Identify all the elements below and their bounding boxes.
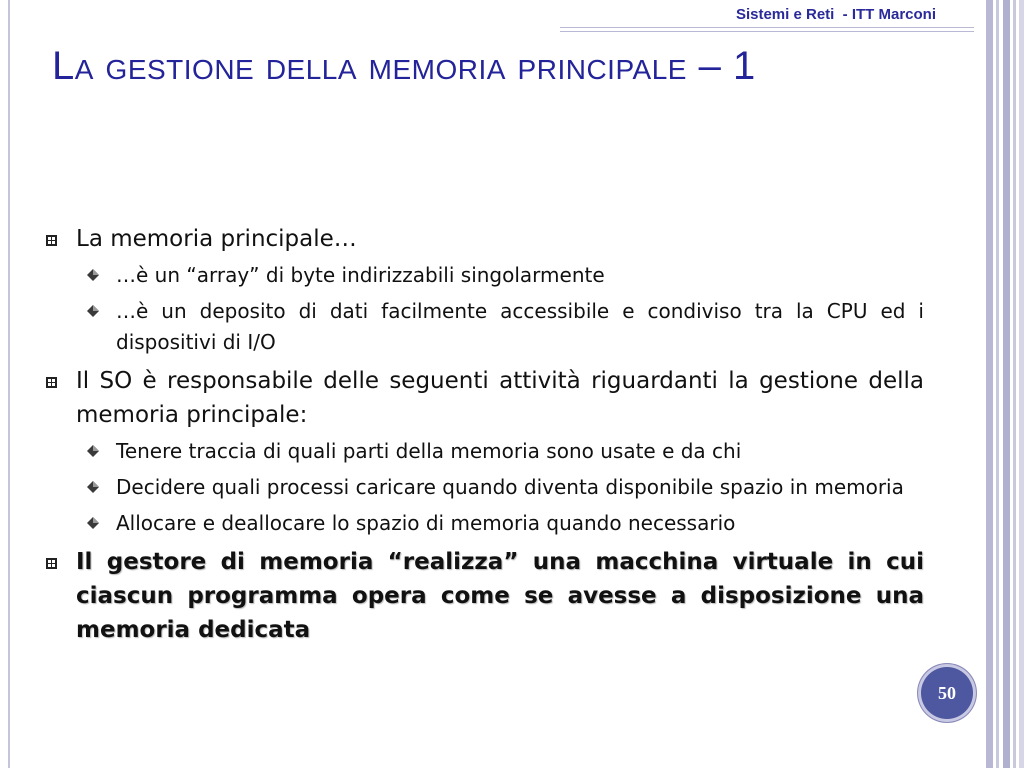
sub-bullet-item [76, 436, 924, 467]
header-rule [560, 31, 974, 32]
right-decor-bar [1003, 0, 1010, 768]
sub-bullet-item [76, 260, 924, 291]
sub-bullet-list [76, 436, 924, 539]
sub-bullet-list [76, 260, 924, 358]
slide-title: La gestione della memoria principale – 1 [52, 44, 756, 88]
sub-bullet-item [76, 296, 924, 358]
square-grid-bullet-icon [46, 377, 57, 388]
diamond-bullet-icon [86, 517, 100, 529]
sub-bullet-text: Decidere quali processi caricare quando diventa disponibile spazio in memoria [116, 475, 904, 499]
square-grid-bullet-icon [46, 558, 57, 569]
sub-bullet-text: …è un deposito di dati facilmente accessibile e condiviso tra la CPU ed i dispositivi di I/O [116, 299, 924, 354]
right-decor-bar [1013, 0, 1016, 768]
right-decor-bar [986, 0, 993, 768]
page-number-badge: 50 [918, 664, 976, 722]
slide-header: Sistemi e Reti - ITT Marconi [735, 6, 936, 23]
diamond-bullet-icon [86, 269, 100, 281]
sub-bullet-text: Tenere traccia di quali parti della memoria sono usate e da chi [116, 439, 742, 463]
square-grid-bullet-icon [46, 235, 57, 246]
right-decor-bar [1019, 0, 1024, 768]
diamond-bullet-icon [86, 305, 100, 317]
diamond-bullet-icon [86, 445, 100, 457]
bullet-item [44, 222, 924, 358]
diamond-bullet-icon [86, 481, 100, 493]
bullet-text-bold: Il gestore di memoria “realizza” una macchina virtuale in cui ciascun programma opera come se avesse a disposizione una memoria dedicata [76, 549, 924, 643]
bullet-item [44, 545, 924, 647]
bullet-list [44, 222, 924, 653]
left-border-line [8, 0, 10, 768]
header-rule [560, 27, 974, 28]
right-decor-bar [996, 0, 999, 768]
sub-bullet-item [76, 508, 924, 539]
sub-bullet-text: Allocare e deallocare lo spazio di memoria quando necessario [116, 511, 736, 535]
sub-bullet-item [76, 472, 924, 503]
sub-bullet-text: …è un “array” di byte indirizzabili singolarmente [116, 263, 605, 287]
bullet-text: Il SO è responsabile delle seguenti attività riguardanti la gestione della memoria principale: [76, 368, 924, 428]
bullet-text: La memoria principale… [76, 226, 357, 252]
bullet-item [44, 364, 924, 539]
